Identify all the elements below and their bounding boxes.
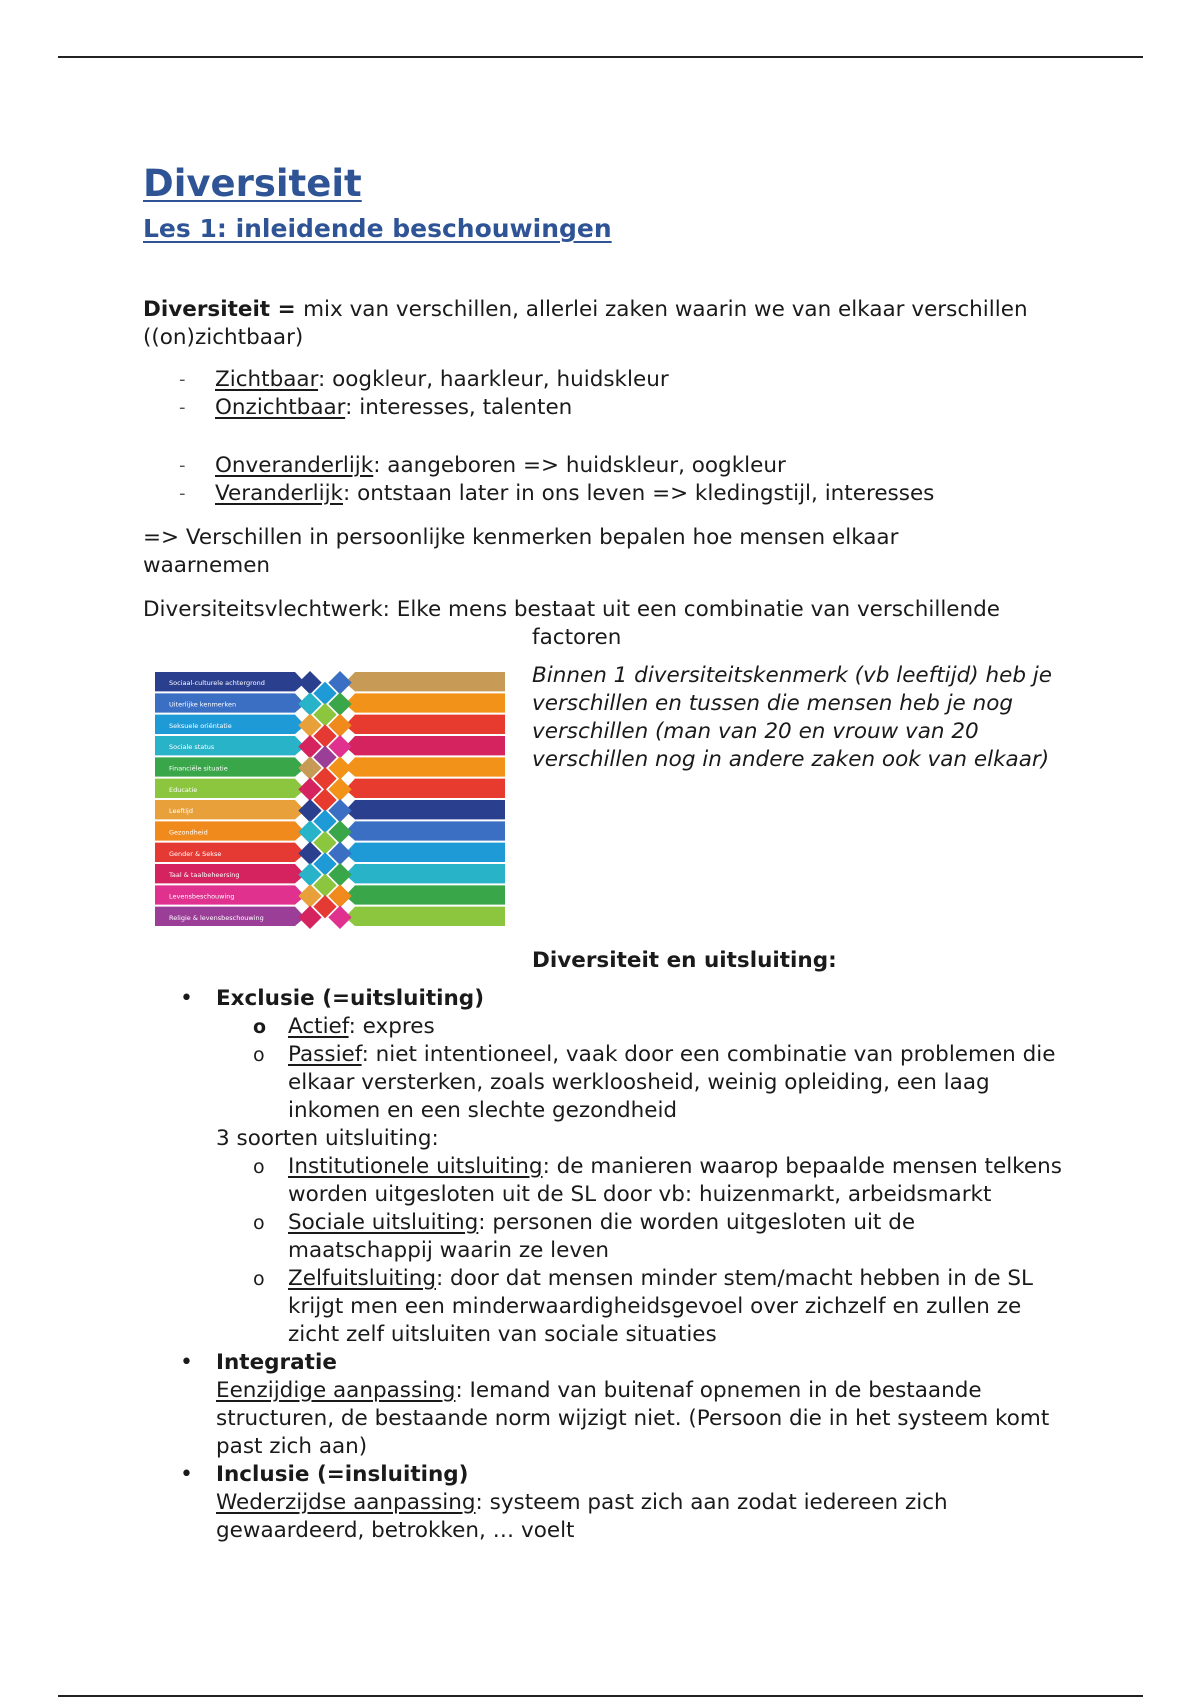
bullet-text: : systeem past zich aan zodat iedereen zich gewaardeerd, betrokken, … voelt [216, 1490, 948, 1543]
braid-right-band [345, 672, 505, 691]
list-item-text: : door dat mensen minder stem/macht hebben in de SL krijgt men een minderwaardigheidsgevoel over zichzelf en zullen ze zicht zelf uitsluiten van sociale situaties [288, 1266, 1034, 1347]
bullet-term: Wederzijdse aanpassing [216, 1490, 476, 1515]
braid-label: Uiterlijke kenmerken [169, 700, 237, 709]
braid-right-band [345, 821, 505, 840]
exclusion-list [143, 985, 1063, 1545]
list-item-text: : personen die worden uitgesloten uit de maatschappij waarin ze leven [288, 1210, 916, 1263]
bullet-integratie [216, 1349, 1063, 1461]
list-item-text: : interesses, talenten [345, 395, 573, 420]
top-rule [58, 56, 1143, 58]
list-item [288, 1265, 1063, 1349]
list-item-term: Zelfuitsluiting [288, 1266, 436, 1291]
braid-right-band [345, 800, 505, 819]
braid-right-band [345, 693, 505, 712]
list-item-term: Veranderlijk [215, 481, 343, 506]
list-item-term: Institutionele uitsluiting [288, 1154, 543, 1179]
braid-label: Sociaal-culturele achtergrond [169, 679, 265, 688]
section-heading: Diversiteit en uitsluiting: [532, 948, 837, 973]
diversity-braid-figure [155, 666, 505, 936]
list-item [215, 394, 1063, 422]
braid-label: Seksuele oriëntatie [169, 721, 232, 730]
perception-paragraph: => Verschillen in persoonlijke kenmerken bepalen hoe mensen elkaar waarnemen [143, 525, 899, 578]
list-item-text: : expres [348, 1014, 435, 1039]
figure-note: Binnen 1 diversiteitskenmerk (vb leeftijd) heb je verschillen en tussen die mensen heb je nog verschillen (man van 20 en vrouw van 20 verschillen nog in andere zaken ook van elkaar) [532, 663, 1052, 772]
definition-equals: = [270, 297, 304, 322]
list-item-term: Onveranderlijk [215, 453, 374, 478]
page-title: Diversiteit [143, 162, 362, 205]
braid-label: Educatie [169, 785, 198, 794]
list-item-text: : de manieren waarop bepaalde mensen telkens worden uitgesloten uit de SL door vb: huizenmarkt, arbeidsmarkt [288, 1154, 1062, 1207]
braid-label: Gezondheid [169, 828, 208, 837]
braid-right-band [345, 779, 505, 798]
bullet-body [216, 1489, 1063, 1545]
list-item-text: : niet intentioneel, vaak door een combinatie van problemen die elkaar versterken, zoals werkloosheid, weinig opleiding, een laag inkomen en een slechte gezondheid [288, 1042, 1056, 1123]
bullet-text: : Iemand van buitenaf opnemen in de bestaande structuren, de bestaande norm wijzigt niet. (Persoon die in het systeem komt past zich aan) [216, 1378, 1050, 1459]
braid-label: Religie & levensbeschouwing [169, 913, 264, 922]
braid-right-band [345, 736, 505, 755]
bullet-body [216, 1377, 1063, 1461]
list-item-term: Zichtbaar [215, 367, 319, 392]
list-item [288, 1209, 1063, 1265]
braid-right-band [345, 757, 505, 776]
bullet-exclusie [216, 985, 1063, 1349]
list-item-term: Passief [288, 1042, 362, 1067]
braid-label: Taal & taalbeheersing [169, 871, 240, 880]
braid-right-band [345, 715, 505, 734]
definition-text: mix van verschillen, allerlei zaken waarin we van elkaar verschillen ((on)zichtbaar) [143, 297, 1028, 350]
braid-right-band [345, 907, 505, 926]
page-subtitle: Les 1: inleidende beschouwingen [143, 214, 612, 243]
list-item-term: Actief [288, 1014, 349, 1039]
braid-label: Financiële situatie [169, 764, 228, 773]
list-item [215, 452, 1063, 480]
list-item [288, 1013, 1063, 1041]
bullet-inclusie [216, 1461, 1063, 1545]
list-item-text: : aangeboren => huidskleur, oogkleur [373, 453, 786, 478]
list-item-text: : oogkleur, haarkleur, huidskleur [318, 367, 669, 392]
exclusie-subitems [216, 1013, 1063, 1125]
exclusion-sorts [216, 1153, 1063, 1349]
document-body [143, 160, 1063, 1545]
sorts-label: 3 soorten uitsluiting: [216, 1126, 439, 1151]
braid-right-band [345, 885, 505, 904]
braid-label: Gender & Sekse [169, 849, 222, 858]
bullet-heading: Exclusie (=uitsluiting) [216, 986, 485, 1011]
definition-term: Diversiteit [143, 297, 271, 322]
list-item [215, 366, 1063, 394]
vlechtwerk-continuation: factoren [532, 625, 622, 650]
changeability-list [143, 452, 1063, 508]
braid-right-band [345, 843, 505, 862]
braid-label: Levensbeschouwing [169, 892, 235, 901]
bullet-heading: Inclusie (=insluiting) [216, 1462, 469, 1487]
braid-right-band [345, 864, 505, 883]
bottom-rule [58, 1695, 1143, 1697]
bullet-term: Eenzijdige aanpassing [216, 1378, 456, 1403]
list-item [288, 1041, 1063, 1125]
braid-label: Leeftijd [169, 807, 193, 816]
list-item-term: Onzichtbaar [215, 395, 346, 420]
definition-paragraph [143, 296, 1063, 352]
vlechtwerk-line: Diversiteitsvlechtwerk: Elke mens bestaat uit een combinatie van verschillende [143, 597, 1001, 622]
list-item [215, 480, 1063, 508]
list-item-term: Sociale uitsluiting [288, 1210, 479, 1235]
list-item-text: : ontstaan later in ons leven => kledingstijl, interesses [343, 481, 935, 506]
figure-row [143, 662, 1063, 947]
bullet-heading: Integratie [216, 1350, 337, 1375]
visibility-list [143, 366, 1063, 422]
list-item [288, 1153, 1063, 1209]
braid-label: Sociale status [169, 743, 215, 752]
